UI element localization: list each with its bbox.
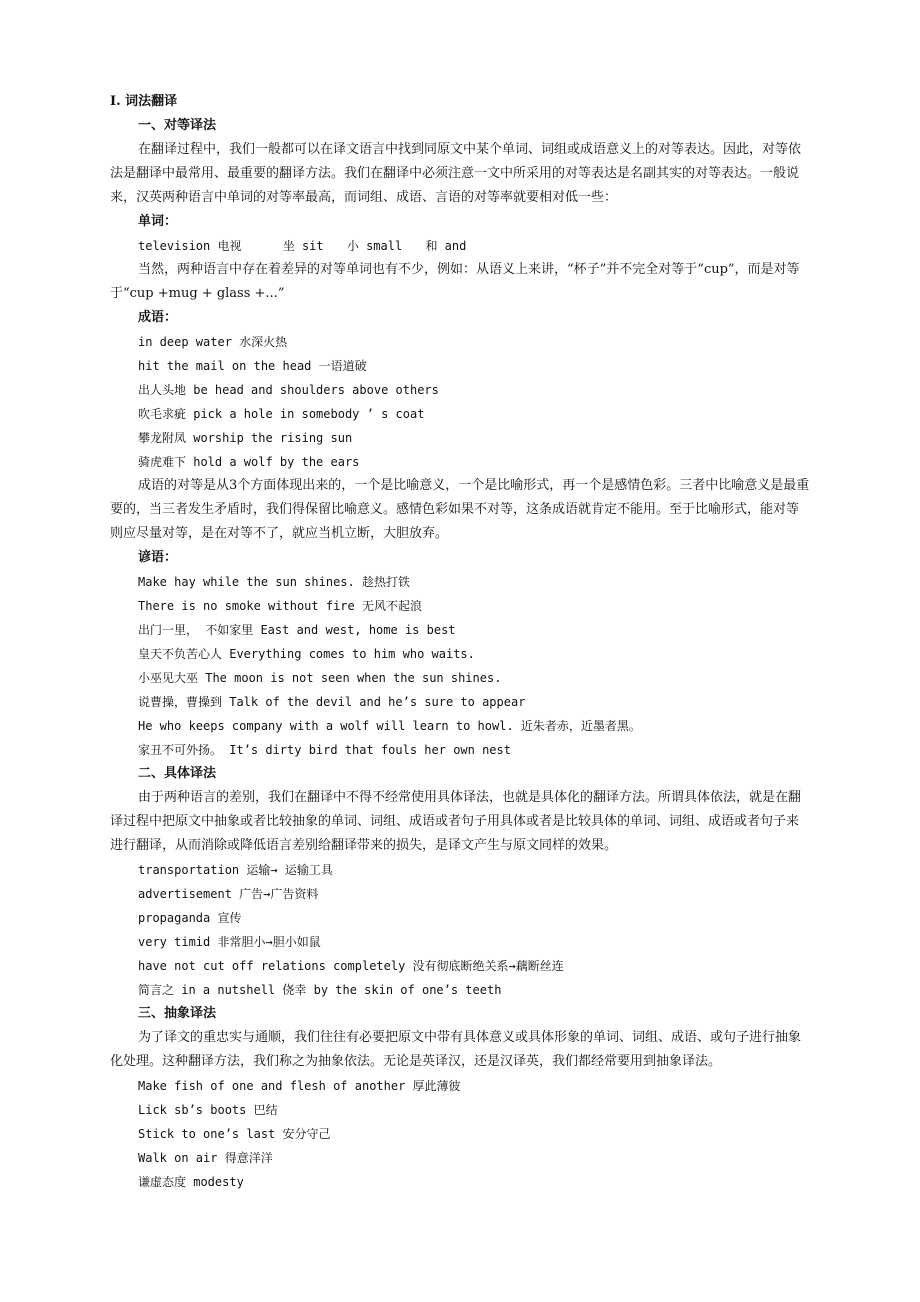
paragraph: 为了译文的重忠实与通顺，我们往往有必要把原文中带有具体意义或具体形象的单词、词组、成语、或句子进行抽象化处理。这种翻译方法，我们称之为抽象依法。无论是英译汉，还是汉译英，我们都经常要用到抽象译法。 <box>110 1030 802 1069</box>
word-item: 坐 sit <box>282 239 324 253</box>
paragraph: 在翻译过程中，我们一般都可以在译文语言中找到同原文中某个单词、词组或成语意义上的对等表达。因此，对等依法是翻译中最常用、最重要的翻译方法。我们在翻译中必须注意一文中所采用的对等表达是名副其实的对等表达。一般说来，汉英两种语言中单词的对等率最高，而词组、成语、言语的对等率就要相对低一些： <box>110 142 802 205</box>
paragraph: 由于两种语言的差别，我们在翻译中不得不经常使用具体译法，也就是具体化的翻译方法。所谓具体依法，就是在翻译过程中把原文中抽象或者比较抽象的单词、词组、成语或者句子用具体或者是比较具体的单词、词组、成语或者句子来进行翻译，从而消除或降低语言差别给翻译带来的损失，是译文产生与原文同样的效果。 <box>110 790 802 853</box>
subsection-title: 二、具体译法 <box>138 766 217 781</box>
list-item: 说曹操，曹操到 Talk of the devil and he’s sure to appear <box>138 695 526 709</box>
list-item: have not cut off relations completely 没有彻底断绝关系→藕断丝连 <box>138 959 564 973</box>
paragraph: 当然，两种语言中存在着差异的对等单词也有不少，例如：从语义上来讲，“杯子”并不完全对等于“cup”，而是对等于“cup +mug + glass +...” <box>110 262 800 301</box>
list-item: 骑虎难下 hold a wolf by the ears <box>138 455 360 469</box>
list-item: 皇天不负苦心人 Everything comes to him who waits. <box>138 647 475 661</box>
words-row <box>110 234 810 258</box>
list-item: Make fish of one and flesh of another 厚此薄彼 <box>138 1079 461 1093</box>
list-item: There is no smoke without fire 无风不起浪 <box>138 599 422 613</box>
list-item: 出门一里， 不如家里 East and west, home is best <box>138 623 456 637</box>
word-item: 小 small <box>346 239 403 253</box>
list-item: in deep water 水深火热 <box>138 335 288 349</box>
subsection-title: 三、抽象译法 <box>138 1006 217 1021</box>
paragraph: 成语的对等是从3个方面体现出来的，一个是比喻意义，一个是比喻形式，再一个是感情色彩。三者中比喻意义是最重要的，当三者发生矛盾时，我们得保留比喻意义。感情色彩如果不对等，这条成语就肯定不能用。至于比喻形式，能对等则应尽量对等，是在对等不了，就应当机立断，大胆放弃。 <box>110 478 810 541</box>
list-item: very timid 非常胆小→胆小如鼠 <box>138 935 321 949</box>
proverbs-label: 谚语： <box>138 550 178 565</box>
list-item: advertisement 广告→广告资料 <box>138 887 319 901</box>
word-item: television 电视 <box>138 239 242 253</box>
list-item: He who keeps company with a wolf will learn to howl. 近朱者赤，近墨者黑。 <box>138 719 641 733</box>
list-item: 简言之 in a nutshell 侥幸 by the skin of one’s teeth <box>138 983 502 997</box>
list-item: 攀龙附凤 worship the rising sun <box>138 431 353 445</box>
list-item: Make hay while the sun shines. 趁热打铁 <box>138 575 410 589</box>
section-heading: I. 词法翻译 <box>110 94 178 109</box>
subsection-title: 一、对等译法 <box>138 118 217 133</box>
list-item: 家丑不可外扬。 It’s dirty bird that fouls her own nest <box>138 743 511 757</box>
list-item: 小巫见大巫 The moon is not seen when the sun shines. <box>138 671 502 685</box>
list-item: propaganda 宣传 <box>138 911 242 925</box>
list-item: Walk on air 得意洋洋 <box>138 1151 273 1165</box>
list-item: 谦虚态度 modesty <box>138 1175 244 1189</box>
document-body <box>110 90 810 1194</box>
list-item: transportation 运输→ 运输工具 <box>138 863 333 877</box>
list-item: Stick to one’s last 安分守己 <box>138 1127 331 1141</box>
list-item: Lick sb’s boots 巴结 <box>138 1103 278 1117</box>
words-label: 单词： <box>138 214 178 229</box>
list-item: hit the mail on the head 一语道破 <box>138 359 367 373</box>
list-item: 吹毛求疵 pick a hole in somebody ’ s coat <box>138 407 425 421</box>
list-item: 出人头地 be head and shoulders above others <box>138 383 439 397</box>
word-item: 和 and <box>425 239 467 253</box>
idioms-label: 成语： <box>138 310 178 325</box>
